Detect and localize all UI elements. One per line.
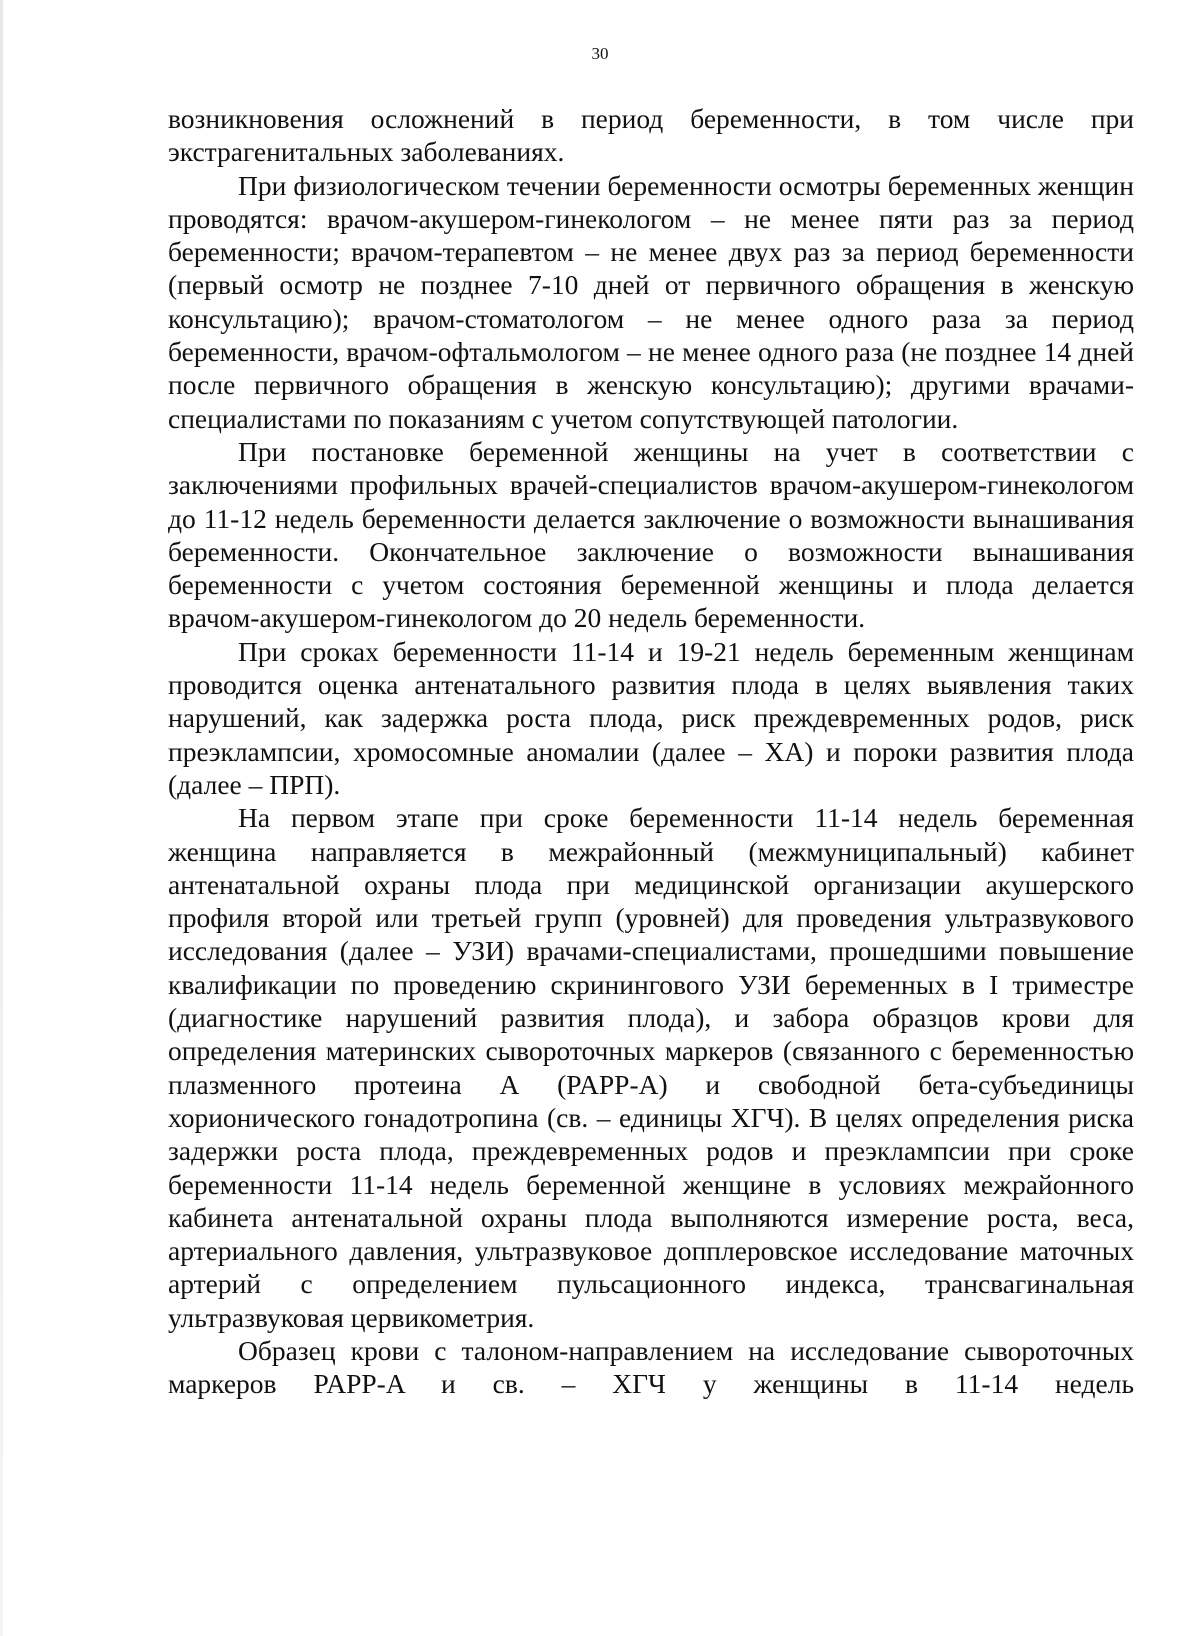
document-body bbox=[168, 102, 1134, 1401]
paragraph-antenatal-assessment: При сроках беременности 11-14 и 19-21 недель беременным женщинам проводится оценка антенатального развития плода в целях выявления таких нарушений, как задержка роста плода, риск преждевременных родов, риск преэклампсии, хромосомные аномалии (далее – ХА) и пороки развития плода (далее – ПРП). bbox=[168, 635, 1134, 800]
page-number: 30 bbox=[591, 44, 609, 63]
paragraph-first-stage: На первом этапе при сроке беременности 11-14 недель беременная женщина направляется в межрайонный (межмуниципальный) кабинет антенатальной охраны плода при медицинской организации акушерского профиля второй или третьей групп (уровней) для проведения ультразвукового исследования (далее – УЗИ) врачами-специалистами, прошедшими повышение квалификации по проведению скринингового УЗИ беременных в I триместре (диагностике нарушений развития плода), и забора образцов крови для определения материнских сывороточных маркеров (связанного с беременностью плазменного протеина А (PAPP-A) и свободной бета-субъединицы хорионического гонадотропина (св. – единицы ХГЧ). В целях определения риска задержки роста плода, преждевременных родов и преэклампсии при сроке беременности 11-14 недель беременной женщине в условиях межрайонного кабинета антенатальной охраны плода выполняются измерение роста, веса, артериального давления, ультразвуковое допплеровское исследование маточных артерий с определением пульсационного индекса, трансвагинальная ультразвуковая цервикометрия. bbox=[168, 802, 1134, 1333]
scan-edge bbox=[0, 0, 3, 1636]
paragraph-registration: При постановке беременной женщины на учет в соответствии с заключениями профильных врачей-специалистов врачом-акушером-гинекологом до 11-12 недель беременности делается заключение о возможности вынашивания беременности. Окончательное заключение о возможности вынашивания беременности с учетом состояния беременной женщины и плода делается врачом-акушером-гинекологом до 20 недель беременности. bbox=[168, 435, 1134, 634]
paragraph-examinations: При физиологическом течении беременности осмотры беременных женщин проводятся: врачом-акушером-гинекологом – не менее пяти раз за период беременности; врачом-терапевтом – не менее двух раз за период беременности (первый осмотр не позднее 7-10 дней от первичного обращения в женскую консультацию); врачом-стоматологом – не менее одного раза за период беременности, врачом-офтальмологом – не менее одного раза (не позднее 14 дней после первичного обращения в женскую консультацию); другими врачами-специалистами по показаниям с учетом сопутствующей патологии. bbox=[168, 169, 1134, 434]
paragraph-continuation: возникновения осложнений в период беременности, в том числе при экстрагенитальных заболеваниях. bbox=[168, 103, 1134, 168]
paragraph-blood-sample: Образец крови с талоном-направлением на исследование сывороточных маркеров PAPP-A и св. – ХГЧ у женщины в 11-14 недель bbox=[168, 1334, 1134, 1400]
